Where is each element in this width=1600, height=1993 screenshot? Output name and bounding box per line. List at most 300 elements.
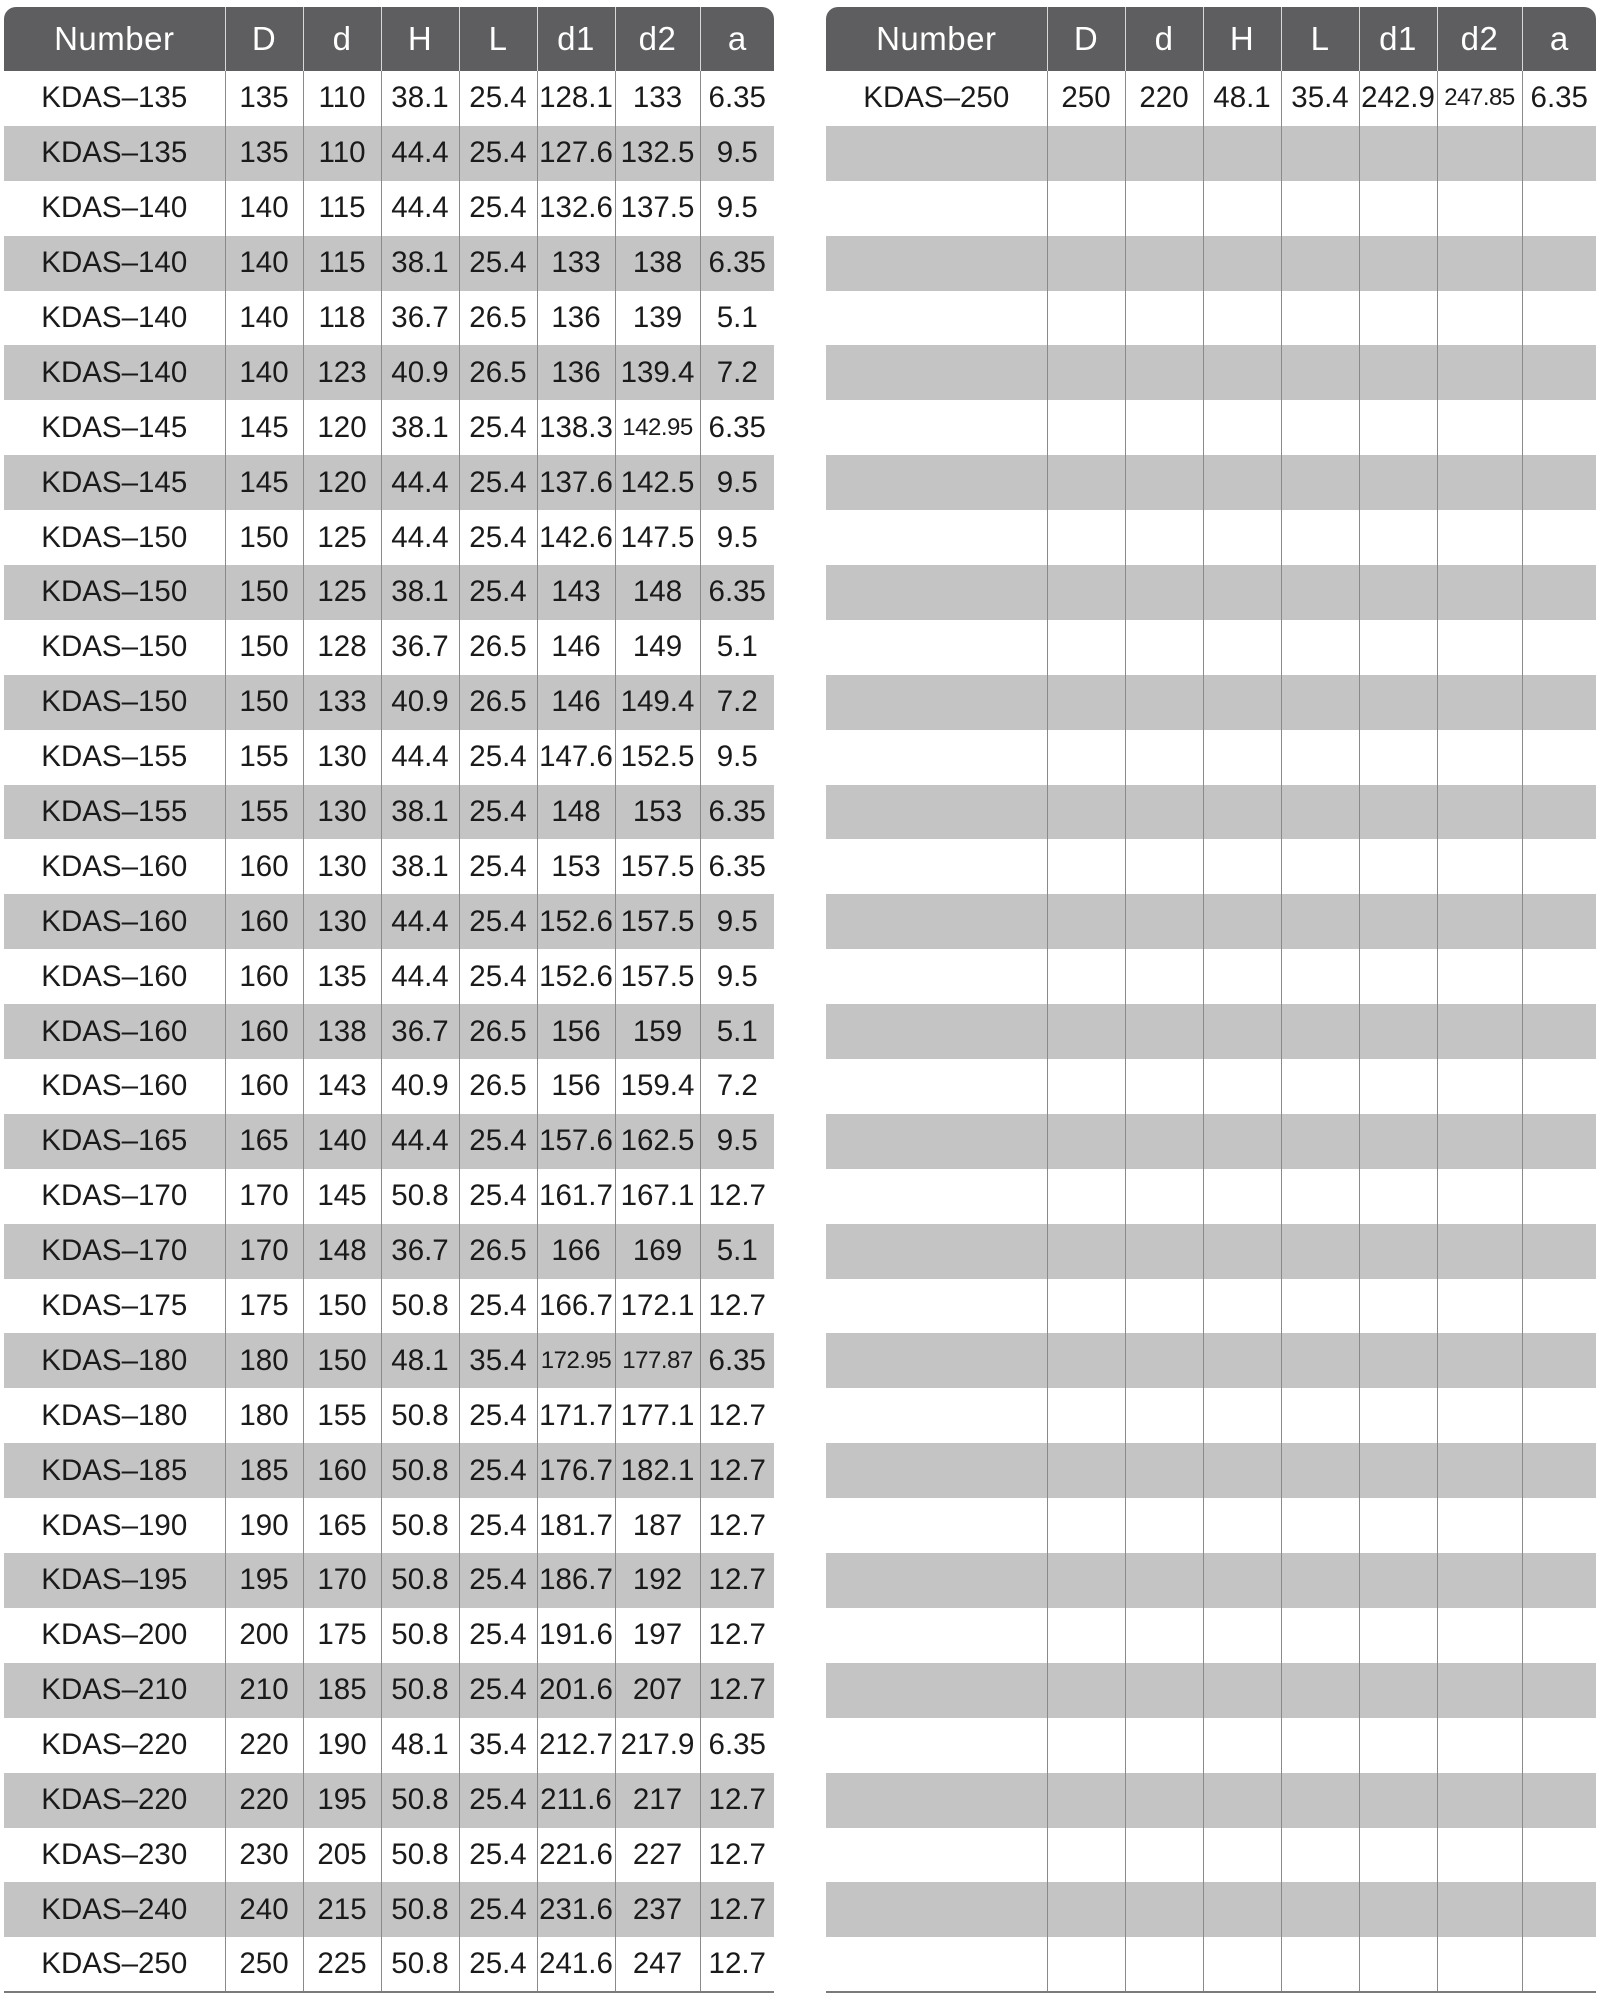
- column-header-d: d: [1125, 7, 1203, 71]
- cell-L: [1281, 1114, 1359, 1169]
- cell-L: [1281, 181, 1359, 236]
- cell-a: 12.7: [700, 1882, 774, 1937]
- cell-number: [826, 1937, 1047, 1992]
- cell-d1: 157.6: [537, 1114, 615, 1169]
- table-row: [4, 1937, 774, 1992]
- table-row: [826, 620, 1596, 675]
- cell-number: KDAS–165: [4, 1114, 225, 1169]
- cell-d1: 171.7: [537, 1388, 615, 1443]
- cell-d2: 142.5: [615, 455, 700, 510]
- table-row: [4, 894, 774, 949]
- cell-a: 12.7: [700, 1608, 774, 1663]
- cell-d2: [1437, 785, 1522, 840]
- cell-d: [1125, 181, 1203, 236]
- cell-number: [826, 1828, 1047, 1883]
- column-header-L: L: [1281, 7, 1359, 71]
- cell-d2: [1437, 1498, 1522, 1553]
- table-row: [4, 345, 774, 400]
- cell-a: [1522, 620, 1596, 675]
- cell-d: [1125, 730, 1203, 785]
- cell-d2: 237: [615, 1882, 700, 1937]
- table-row: [826, 785, 1596, 840]
- cell-L: 25.4: [459, 126, 537, 181]
- table-row: [4, 1004, 774, 1059]
- cell-L: 25.4: [459, 1828, 537, 1883]
- cell-number: [826, 894, 1047, 949]
- cell-a: [1522, 675, 1596, 730]
- cell-d2: [1437, 1004, 1522, 1059]
- cell-a: 12.7: [700, 1773, 774, 1828]
- cell-H: 50.8: [381, 1169, 459, 1224]
- cell-number: KDAS–135: [41, 81, 188, 115]
- cell-D: 150: [225, 620, 303, 675]
- cell-L: 25.4: [459, 1114, 537, 1169]
- table-row: [4, 71, 774, 126]
- cell-D: [1047, 126, 1125, 181]
- cell-d: 215: [303, 1882, 381, 1937]
- cell-D: 150: [225, 565, 303, 620]
- cell-D: 150: [225, 675, 303, 730]
- cell-d: [1125, 291, 1203, 346]
- cell-d2: [1437, 1443, 1522, 1498]
- cell-a: [1522, 1333, 1596, 1388]
- cell-d: 135: [303, 949, 381, 1004]
- cell-L: 25.4: [459, 1937, 537, 1992]
- cell-D: [1047, 785, 1125, 840]
- cell-D: [1047, 345, 1125, 400]
- table-row: [4, 455, 774, 510]
- cell-d2: 139.4: [615, 345, 700, 400]
- cell-d: [1125, 1059, 1203, 1114]
- cell-d1: [1359, 1388, 1437, 1443]
- cell-d2: 132.5: [615, 126, 700, 181]
- cell-d1: 127.6: [537, 126, 615, 181]
- cell-a: [1522, 1773, 1596, 1828]
- cell-L: [1281, 1663, 1359, 1718]
- cell-d: [1125, 894, 1203, 949]
- cell-D: [1047, 1059, 1125, 1114]
- cell-d: 128: [303, 620, 381, 675]
- cell-L: [1281, 839, 1359, 894]
- cell-number: [826, 1553, 1047, 1608]
- cell-d1: 241.6: [537, 1937, 615, 1992]
- cell-L: [1281, 565, 1359, 620]
- cell-d: [1125, 455, 1203, 510]
- cell-d1: 221.6: [537, 1828, 615, 1883]
- cell-number: [826, 1169, 1047, 1224]
- cell-number: [826, 1388, 1047, 1443]
- cell-number: [826, 1059, 1047, 1114]
- cell-d: 110: [303, 126, 381, 181]
- table-row: [4, 126, 774, 181]
- cell-d2: [1437, 949, 1522, 1004]
- table-row: [826, 1004, 1596, 1059]
- cell-number: KDAS–240: [4, 1882, 225, 1937]
- cell-d2: [1437, 620, 1522, 675]
- cell-D: 160: [225, 1004, 303, 1059]
- cell-a: 12.7: [700, 1169, 774, 1224]
- cell-d1: 201.6: [537, 1663, 615, 1718]
- cell-d: [1125, 565, 1203, 620]
- cell-a: 9.5: [700, 510, 774, 565]
- cell-H: [1203, 1169, 1281, 1224]
- cell-number: KDAS–150: [4, 565, 225, 620]
- cell-L: 25.4: [459, 894, 537, 949]
- cell-number: KDAS–230: [41, 1837, 188, 1871]
- cell-D: [1047, 1937, 1125, 1992]
- cell-D: 250: [1047, 71, 1125, 126]
- cell-d2: [1437, 894, 1522, 949]
- cell-L: 26.5: [459, 1224, 537, 1279]
- cell-d2: [1437, 236, 1522, 291]
- cell-number: KDAS–140: [4, 236, 225, 291]
- cell-number: [826, 1224, 1047, 1279]
- cell-H: 48.1: [381, 1718, 459, 1773]
- cell-D: [1047, 1718, 1125, 1773]
- cell-a: 9.5: [700, 949, 774, 1004]
- cell-d1: [1359, 1224, 1437, 1279]
- cell-L: 25.4: [459, 949, 537, 1004]
- cell-D: 160: [225, 1059, 303, 1114]
- cell-D: [1047, 565, 1125, 620]
- table-row: [826, 1718, 1596, 1773]
- cell-d: [1125, 1937, 1203, 1992]
- cell-number: KDAS–150: [4, 675, 225, 730]
- cell-d1: [1359, 1004, 1437, 1059]
- cell-D: [1047, 455, 1125, 510]
- cell-H: [1203, 839, 1281, 894]
- cell-number: KDAS–175: [41, 1289, 188, 1323]
- table-row: [826, 839, 1596, 894]
- cell-number: [826, 839, 1047, 894]
- cell-number: KDAS–250: [863, 81, 1010, 115]
- cell-D: 200: [225, 1608, 303, 1663]
- cell-d1: [1359, 1059, 1437, 1114]
- cell-d1: [1359, 675, 1437, 730]
- cell-d: [1125, 1114, 1203, 1169]
- cell-L: [1281, 236, 1359, 291]
- cell-d2: 133: [615, 71, 700, 126]
- cell-a: [1522, 1004, 1596, 1059]
- cell-d1: [1359, 510, 1437, 565]
- cell-d2: 157.5: [615, 839, 700, 894]
- table-row: [4, 181, 774, 236]
- table-row: [4, 1388, 774, 1443]
- cell-D: 170: [225, 1169, 303, 1224]
- cell-number: [826, 400, 1047, 455]
- cell-D: 160: [225, 839, 303, 894]
- cell-H: [1203, 949, 1281, 1004]
- cell-d1: 148: [537, 785, 615, 840]
- table-row: [826, 1169, 1596, 1224]
- cell-d2: [1437, 1169, 1522, 1224]
- cell-d2: 152.5: [615, 730, 700, 785]
- cell-D: [1047, 1828, 1125, 1883]
- column-header-d1: d1: [1359, 7, 1437, 71]
- cell-d: 140: [303, 1114, 381, 1169]
- cell-d1: [1359, 455, 1437, 510]
- cell-d: [1125, 1004, 1203, 1059]
- cell-d: 130: [303, 785, 381, 840]
- cell-number: [826, 949, 1047, 1004]
- cell-D: [1047, 1333, 1125, 1388]
- table-row: [826, 345, 1596, 400]
- table-row: [4, 730, 774, 785]
- cell-d: 175: [303, 1608, 381, 1663]
- cell-H: 38.1: [381, 71, 459, 126]
- cell-D: 155: [225, 785, 303, 840]
- cell-D: [1047, 730, 1125, 785]
- cell-D: 190: [225, 1498, 303, 1553]
- cell-d1: [1359, 291, 1437, 346]
- cell-L: [1281, 949, 1359, 1004]
- cell-a: [1522, 839, 1596, 894]
- cell-D: 195: [225, 1553, 303, 1608]
- cell-a: 12.7: [700, 1553, 774, 1608]
- cell-D: [1047, 894, 1125, 949]
- cell-d1: [1359, 126, 1437, 181]
- cell-d: 205: [303, 1828, 381, 1883]
- cell-number: [826, 1443, 1047, 1498]
- cell-number: KDAS–220: [41, 1728, 188, 1762]
- cell-number: KDAS–180: [4, 1333, 225, 1388]
- cell-a: [1522, 1882, 1596, 1937]
- cell-H: 40.9: [381, 675, 459, 730]
- table-row: [4, 1224, 774, 1279]
- cell-d2: [1437, 1279, 1522, 1334]
- cell-d: 145: [303, 1169, 381, 1224]
- cell-d: 225: [303, 1937, 381, 1992]
- cell-d1: 146: [537, 675, 615, 730]
- table-row: [4, 1553, 774, 1608]
- cell-d1: 156: [537, 1004, 615, 1059]
- cell-d1: 212.7: [537, 1718, 615, 1773]
- cell-d: [1125, 1498, 1203, 1553]
- cell-d: [1125, 1553, 1203, 1608]
- cell-d1: 172.95: [537, 1333, 615, 1388]
- cell-D: [1047, 1114, 1125, 1169]
- cell-L: 25.4: [459, 1663, 537, 1718]
- cell-H: 50.8: [381, 1498, 459, 1553]
- table-row: [4, 400, 774, 455]
- cell-d1: 147.6: [537, 730, 615, 785]
- cell-d1: 128.1: [537, 71, 615, 126]
- cell-a: 6.35: [700, 839, 774, 894]
- cell-D: [1047, 1169, 1125, 1224]
- cell-D: [1047, 236, 1125, 291]
- table-row: [826, 1224, 1596, 1279]
- cell-d: 138: [303, 1004, 381, 1059]
- cell-H: [1203, 345, 1281, 400]
- cell-H: [1203, 126, 1281, 181]
- cell-a: 12.7: [700, 1498, 774, 1553]
- cell-L: 26.5: [459, 620, 537, 675]
- column-header-a: a: [700, 7, 774, 71]
- cell-L: 25.4: [459, 1608, 537, 1663]
- cell-D: 230: [225, 1828, 303, 1883]
- table-row: [4, 675, 774, 730]
- cell-d2: [1437, 181, 1522, 236]
- cell-D: 170: [225, 1224, 303, 1279]
- cell-L: 25.4: [459, 71, 537, 126]
- cell-H: [1203, 1114, 1281, 1169]
- cell-H: [1203, 1004, 1281, 1059]
- cell-d2: 247: [615, 1937, 700, 1992]
- cell-number: KDAS–250: [4, 1937, 225, 1992]
- cell-d2: 147.5: [615, 510, 700, 565]
- cell-a: [1522, 1224, 1596, 1279]
- cell-d2: [1437, 1663, 1522, 1718]
- cell-a: [1522, 1443, 1596, 1498]
- table-row: [826, 565, 1596, 620]
- table-row: [4, 1059, 774, 1114]
- cell-d: [1125, 1718, 1203, 1773]
- cell-H: 40.9: [381, 1059, 459, 1114]
- cell-L: [1281, 1004, 1359, 1059]
- cell-d: 155: [303, 1388, 381, 1443]
- cell-D: 210: [225, 1663, 303, 1718]
- cell-a: 6.35: [700, 400, 774, 455]
- cell-d: [1125, 345, 1203, 400]
- cell-H: 50.8: [381, 1663, 459, 1718]
- cell-a: [1522, 1663, 1596, 1718]
- cell-d1: 186.7: [537, 1553, 615, 1608]
- cell-number: [826, 785, 1047, 840]
- cell-number: [826, 236, 1047, 291]
- cell-number: [826, 1663, 1047, 1718]
- cell-number: KDAS–170: [41, 1179, 188, 1213]
- cell-d: 195: [303, 1773, 381, 1828]
- cell-L: [1281, 1279, 1359, 1334]
- cell-D: 135: [225, 126, 303, 181]
- cell-L: 25.4: [459, 785, 537, 840]
- table-body: [826, 71, 1596, 1992]
- cell-number: [826, 1498, 1047, 1553]
- cell-d2: 177.1: [615, 1388, 700, 1443]
- cell-d2: [1437, 126, 1522, 181]
- cell-number: KDAS–145: [4, 455, 225, 510]
- cell-a: 12.7: [700, 1663, 774, 1718]
- cell-H: 36.7: [381, 1004, 459, 1059]
- cell-d: 143: [303, 1059, 381, 1114]
- cell-number: KDAS–150: [41, 520, 188, 554]
- cell-d2: 159.4: [615, 1059, 700, 1114]
- cell-H: 50.8: [381, 1443, 459, 1498]
- header-row: [826, 7, 1596, 71]
- cell-d1: [1359, 894, 1437, 949]
- cell-D: 185: [225, 1443, 303, 1498]
- cell-H: [1203, 1388, 1281, 1443]
- cell-d: [1125, 785, 1203, 840]
- table-row: [826, 1279, 1596, 1334]
- cell-d2: 217.9: [615, 1718, 700, 1773]
- cell-L: 35.4: [459, 1718, 537, 1773]
- cell-d: [1125, 839, 1203, 894]
- cell-d2: 137.5: [615, 181, 700, 236]
- cell-d2: 142.95: [615, 400, 700, 455]
- cell-L: [1281, 894, 1359, 949]
- cell-d2: [1437, 1937, 1522, 1992]
- cell-a: 5.1: [700, 291, 774, 346]
- cell-d: 170: [303, 1553, 381, 1608]
- cell-H: 44.4: [381, 949, 459, 1004]
- cell-d: [1125, 400, 1203, 455]
- cell-L: 26.5: [459, 1004, 537, 1059]
- cell-H: [1203, 785, 1281, 840]
- table-row: [4, 565, 774, 620]
- table-row: [4, 1498, 774, 1553]
- cell-a: 7.2: [700, 1059, 774, 1114]
- cell-a: [1522, 785, 1596, 840]
- cell-H: 38.1: [381, 785, 459, 840]
- cell-d: 110: [303, 71, 381, 126]
- cell-d: [1125, 126, 1203, 181]
- table-header: [4, 7, 774, 71]
- cell-D: [1047, 1882, 1125, 1937]
- cell-L: [1281, 455, 1359, 510]
- cell-D: 135: [225, 71, 303, 126]
- cell-a: [1522, 949, 1596, 1004]
- cell-a: 6.35: [700, 565, 774, 620]
- cell-d1: [1359, 1169, 1437, 1224]
- cell-H: [1203, 1608, 1281, 1663]
- cell-d2: [1437, 1608, 1522, 1663]
- cell-d2: 157.5: [615, 949, 700, 1004]
- cell-number: [826, 1608, 1047, 1663]
- cell-a: 12.7: [700, 1937, 774, 1992]
- cell-number: [826, 1718, 1047, 1773]
- cell-number: [826, 730, 1047, 785]
- cell-D: 220: [225, 1718, 303, 1773]
- cell-d2: [1437, 1773, 1522, 1828]
- cell-d: 148: [303, 1224, 381, 1279]
- cell-d1: 181.7: [537, 1498, 615, 1553]
- cell-L: [1281, 1388, 1359, 1443]
- cell-H: 48.1: [1203, 71, 1281, 126]
- cell-D: 150: [225, 510, 303, 565]
- cell-a: [1522, 1279, 1596, 1334]
- table-row: [4, 620, 774, 675]
- cell-d2: 149.4: [615, 675, 700, 730]
- cell-d: 130: [303, 839, 381, 894]
- cell-number: KDAS–180: [41, 1398, 188, 1432]
- cell-d2: [1437, 345, 1522, 400]
- cell-d1: [1359, 1553, 1437, 1608]
- cell-H: [1203, 400, 1281, 455]
- cell-H: [1203, 1663, 1281, 1718]
- cell-a: 7.2: [700, 345, 774, 400]
- cell-number: [826, 1882, 1047, 1937]
- cell-number: [826, 1333, 1047, 1388]
- spec-table-left: [4, 7, 774, 1993]
- cell-d1: 152.6: [537, 949, 615, 1004]
- cell-number: [826, 291, 1047, 346]
- cell-a: [1522, 730, 1596, 785]
- cell-d1: 211.6: [537, 1773, 615, 1828]
- cell-d: [1125, 1882, 1203, 1937]
- cell-H: [1203, 1443, 1281, 1498]
- cell-H: 36.7: [381, 620, 459, 675]
- cell-number: KDAS–160: [4, 894, 225, 949]
- cell-H: [1203, 236, 1281, 291]
- cell-d2: 207: [615, 1663, 700, 1718]
- cell-L: 25.4: [459, 1498, 537, 1553]
- cell-number: KDAS–190: [41, 1508, 188, 1542]
- cell-d1: 137.6: [537, 455, 615, 510]
- cell-D: [1047, 1388, 1125, 1443]
- cell-number: KDAS–160: [41, 849, 188, 883]
- cell-d1: 161.7: [537, 1169, 615, 1224]
